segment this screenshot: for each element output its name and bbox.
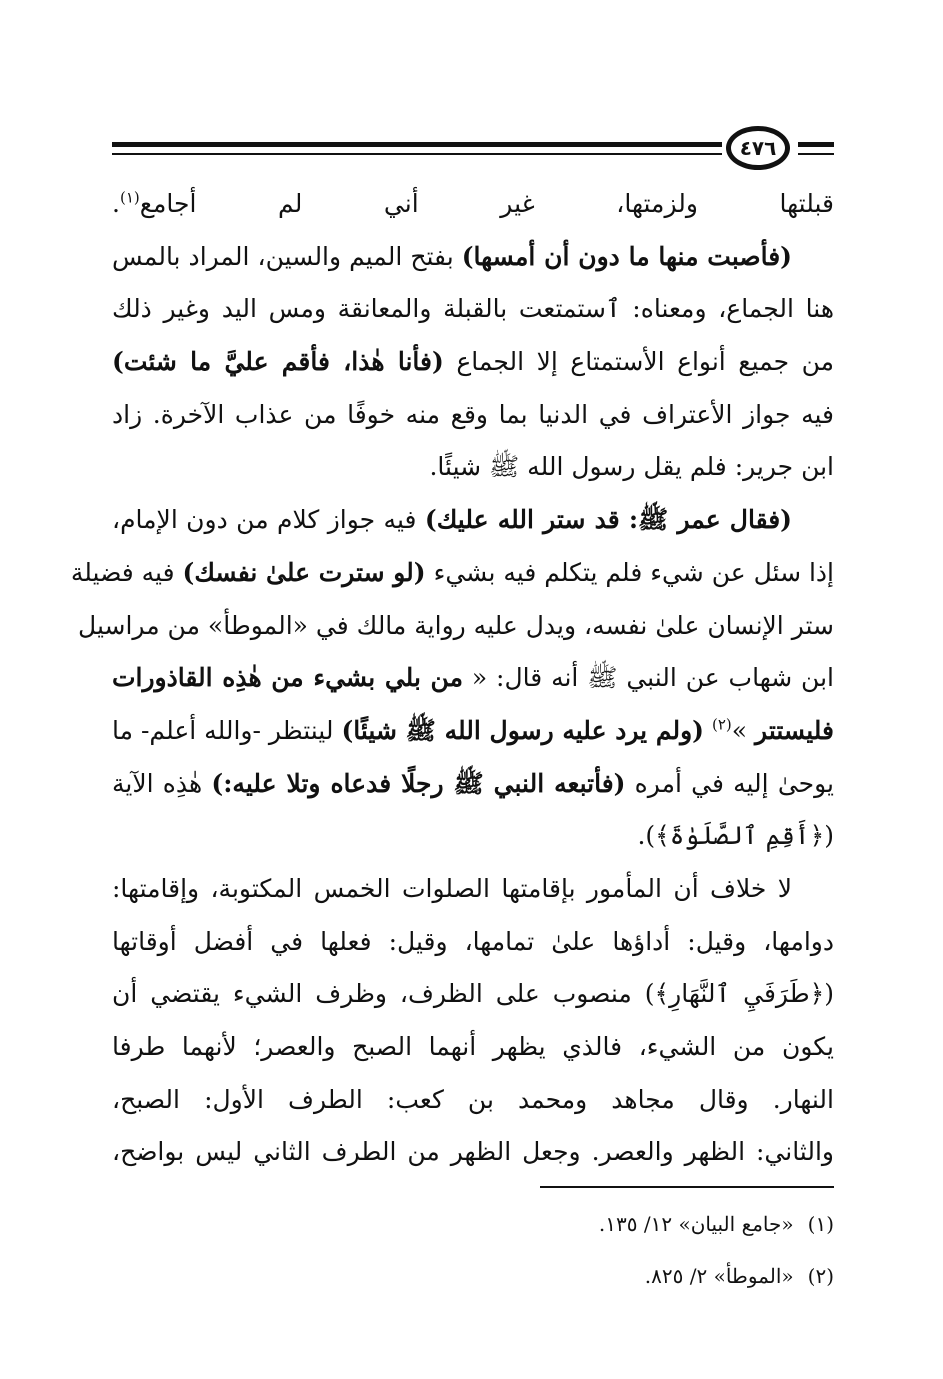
text-line-16: (﴿طَرَفَيِ ٱلنَّهَارِ﴾) منصوب على الظرف، وظرف الشيء يقتضي أن xyxy=(112,979,834,1009)
text-line-8: إذا سئل عن شيء فلم يتكلم فيه بشيء (لو سترت علىٰ نفسك) فيه فضيلة xyxy=(70,557,834,587)
text-line-11: فليستتر »$^{(٢)}$ (ولم يرد عليه رسول الله ﷺ شيئًا) لينتظر -والله أعلم- ما xyxy=(112,715,834,745)
page-header xyxy=(112,126,834,176)
page-number-badge xyxy=(726,126,790,170)
text-line-10: ابن شهاب عن النبي ﷺ أنه قال: « من بلي بشيء من هٰذِه القاذورات xyxy=(112,663,834,693)
text-line-15: دوامها، وقيل: أداؤها علىٰ تمامها، وقيل: فعلها في أفضل أوقاتها xyxy=(112,926,834,956)
text-line-13: (﴿أَقِمِ ٱلصَّلَوٰةَ﴾). xyxy=(637,821,834,851)
text-line-6: ابن جرير: فلم يقل رسول الله ﷺ شيئًا. xyxy=(429,452,834,482)
footnote-2: (٢)«الموطأ» ٢/ ٨٢٥. xyxy=(644,1264,834,1288)
text-line-2: (فأصبت منها ما دون أن أمسها) بفتح الميم والسين، المراد بالمس xyxy=(112,241,792,271)
header-rule-right-thick xyxy=(798,142,834,147)
header-rule-thick xyxy=(112,142,722,147)
text-line-17: يكون من الشيء، فالذي يظهر أنهما الصبح والعصر؛ لأنهما طرفا xyxy=(112,1032,834,1061)
footnote-ref-1: (١) xyxy=(119,188,140,207)
text-line-7: (فقال عمر ﷺ: قد ستر الله عليك) فيه جواز كلام من دون الإمام، xyxy=(112,505,792,535)
text-line-12: يوحىٰ إليه في أمره (فأتبعه النبي ﷺ رجلًا فدعاه وتلا عليه:) هٰذِه الآية xyxy=(112,768,834,798)
text-line-3: هنا الجماع، ومعناه: ٱستمتعت بالقبلة والمعانقة ومس اليد وغير ذلك xyxy=(112,294,834,324)
main-text xyxy=(70,178,834,1179)
text-line-4: من جميع أنواع الأستمتاع إلا الجماع (فأنا هٰذا، فأقم عليَّ ما شئت) xyxy=(112,347,834,377)
page-number: ٤٧٦ xyxy=(739,136,777,160)
text-line-19: والثاني: الظهر والعصر. وجعل الظهر من الطرف الثاني ليس بواضح، xyxy=(112,1137,834,1167)
text-line-18: النهار. وقال مجاهد ومحمد بن كعب: الطرف الأول: الصبح، xyxy=(112,1084,834,1114)
text-line-9: ستر الإنسان علىٰ نفسه، ويدل عليه رواية مالك في «الموطأ» من مراسيل xyxy=(78,610,834,640)
footnote-ref-2: (٢) xyxy=(711,715,732,734)
footnote-1: (١)«جامع البيان» ١٢/ ١٣٥. xyxy=(598,1212,834,1236)
text-line-1: قبلتها ولزمتها، غير أني لم أجامع$^{(١)}$. xyxy=(112,188,834,218)
footnote-separator xyxy=(540,1186,834,1188)
header-rule-thin xyxy=(112,153,722,155)
footnotes xyxy=(112,1198,834,1302)
text-line-14: لا خلاف أن المأمور بإقامتها الصلوات الخمس المكتوبة، وإقامتها: xyxy=(112,873,792,903)
header-rule-right-thin xyxy=(798,153,834,155)
text-line-5: فيه جواز الأعتراف في الدنيا بما وقع منه خوفًا من عذاب الآخرة. زاد xyxy=(112,399,834,429)
